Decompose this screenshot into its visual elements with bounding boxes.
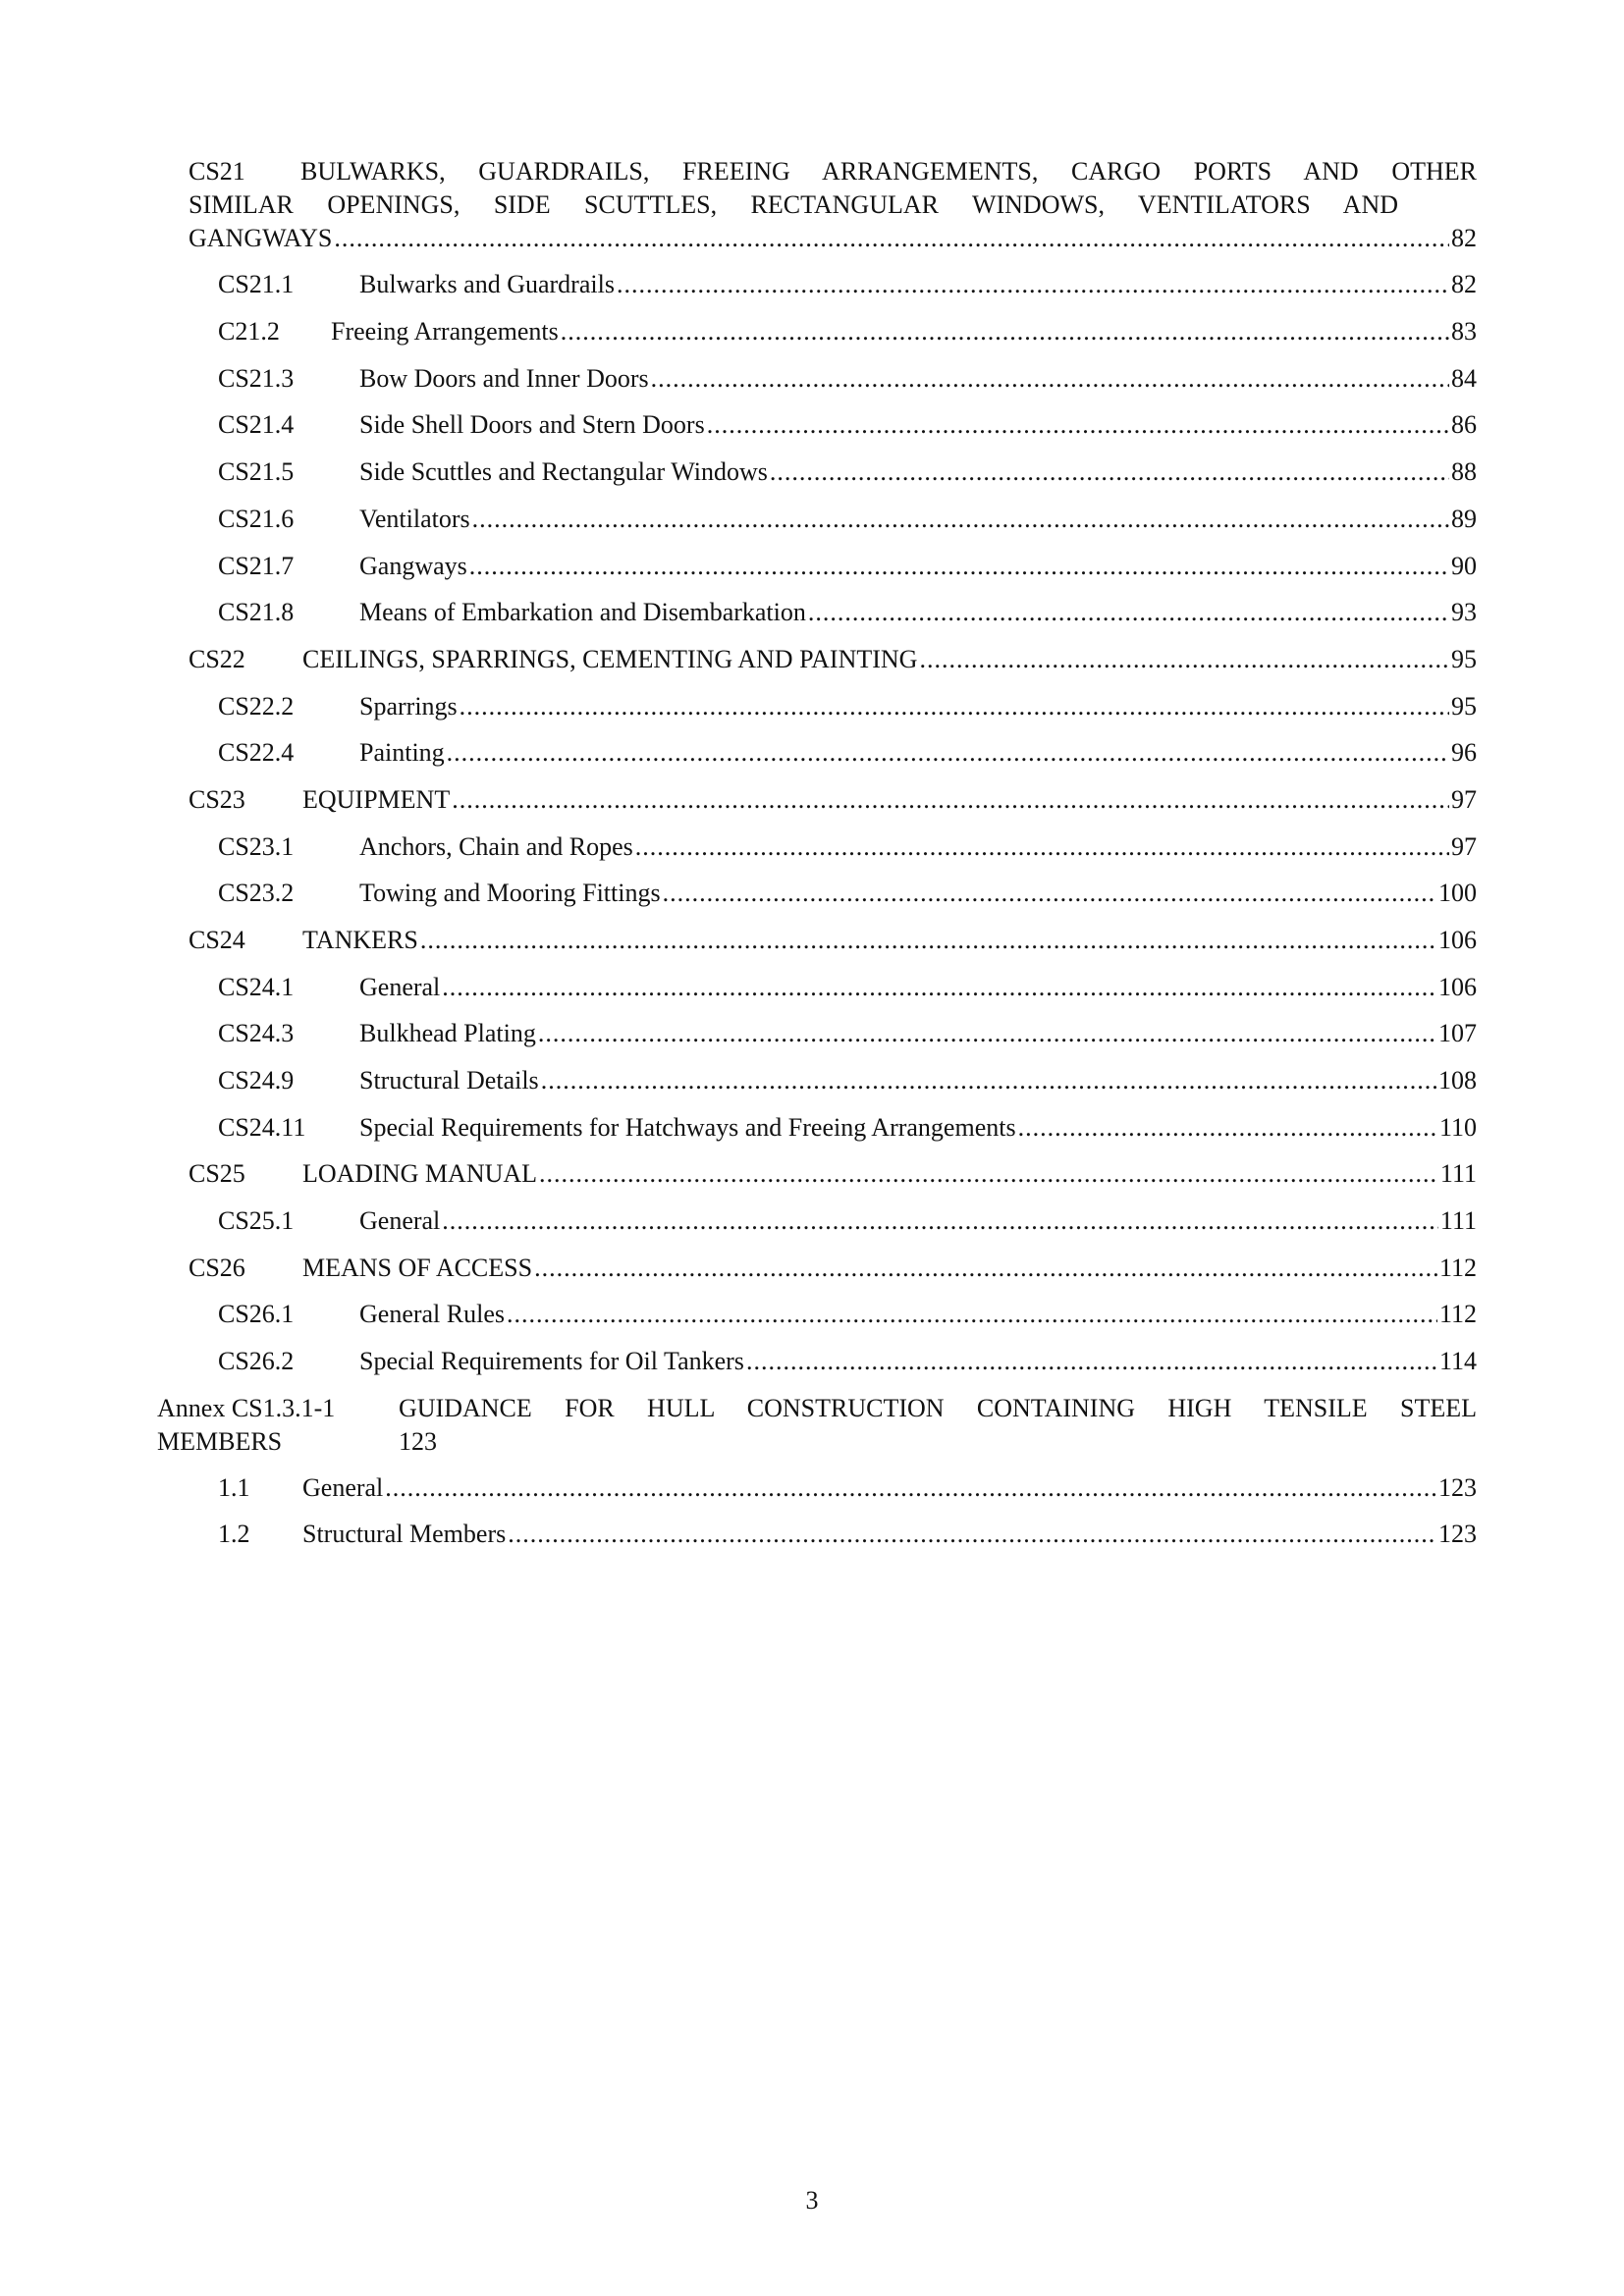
toc-entry-number: CS23 bbox=[189, 785, 245, 814]
toc-entry-title: Painting bbox=[359, 738, 445, 767]
toc-entry-number: CS21.4 bbox=[218, 410, 295, 439]
toc-page-number: 123 bbox=[1438, 1473, 1477, 1502]
toc-entry-number: CS21.1 bbox=[218, 270, 295, 298]
dot-leader bbox=[651, 362, 1449, 396]
toc-entry-number: CS23.1 bbox=[218, 832, 295, 861]
toc-entry-number: CS21.6 bbox=[218, 505, 295, 533]
toc-entry-number: 1.1 bbox=[218, 1473, 250, 1502]
toc-leader-line bbox=[359, 1064, 1477, 1097]
dot-leader bbox=[770, 455, 1449, 489]
dot-leader bbox=[447, 736, 1449, 770]
toc-entry-title: Towing and Mooring Fittings bbox=[359, 879, 661, 907]
toc-entry-title: MEANS OF ACCESS bbox=[302, 1254, 533, 1282]
toc-entry-title: Gangways bbox=[359, 552, 467, 580]
toc-entry-title-line2: SIMILAR OPENINGS, SIDE SCUTTLES, RECTANGULAR WINDOWS, VENTILATORS AND bbox=[189, 190, 1398, 219]
toc-page-number: 100 bbox=[1438, 879, 1477, 907]
toc-leader-line bbox=[359, 690, 1477, 723]
dot-leader bbox=[534, 1252, 1437, 1285]
dot-leader bbox=[508, 1518, 1436, 1551]
toc-page-number: 83 bbox=[1451, 317, 1477, 346]
toc-entry-number: CS23.2 bbox=[218, 879, 295, 907]
dot-leader bbox=[538, 1017, 1436, 1050]
toc-entry-number: 1.2 bbox=[218, 1520, 250, 1548]
toc-page-number: 84 bbox=[1451, 364, 1477, 393]
toc-leader-line bbox=[359, 503, 1477, 536]
toc-entry-title: Side Shell Doors and Stern Doors bbox=[359, 410, 705, 439]
toc-page-number: 111 bbox=[1439, 1159, 1477, 1188]
toc-entry-number: CS24 bbox=[189, 926, 245, 954]
toc-page-number: 97 bbox=[1451, 832, 1477, 861]
toc-leader-line bbox=[302, 1252, 1477, 1285]
toc-page-number: 123 bbox=[399, 1427, 437, 1456]
toc-entry-title: CEILINGS, SPARRINGS, CEMENTING AND PAINTING bbox=[302, 645, 918, 673]
toc-leader-line bbox=[302, 783, 1477, 817]
toc-leader-line bbox=[359, 736, 1477, 770]
toc-entry-title: Structural Details bbox=[359, 1066, 539, 1095]
toc-page-number: 95 bbox=[1451, 692, 1477, 721]
dot-leader bbox=[334, 222, 1449, 255]
toc-leader-line bbox=[359, 268, 1477, 301]
dot-leader bbox=[617, 268, 1449, 301]
toc-page-number: 82 bbox=[1451, 270, 1477, 298]
toc-page-number: 96 bbox=[1451, 738, 1477, 767]
toc-entry-title: Structural Members bbox=[302, 1520, 507, 1548]
toc-entry-number: CS25.1 bbox=[218, 1206, 295, 1235]
dot-leader bbox=[561, 315, 1449, 348]
toc-leader-line bbox=[359, 550, 1477, 583]
toc-entry-title-line1: BULWARKS, GUARDRAILS, FREEING ARRANGEMENTS, CARGO PORTS AND OTHER bbox=[300, 157, 1477, 186]
dot-leader bbox=[452, 783, 1449, 817]
dot-leader bbox=[539, 1157, 1438, 1191]
toc-entry-number: C21.2 bbox=[218, 317, 280, 346]
toc-entry-title: General Rules bbox=[359, 1300, 506, 1328]
toc-leader-line bbox=[359, 455, 1477, 489]
dot-leader bbox=[420, 924, 1436, 957]
toc-entry-title: General bbox=[359, 1206, 441, 1235]
toc-entry-number: CS24.11 bbox=[218, 1113, 306, 1142]
dot-leader bbox=[442, 971, 1436, 1004]
toc-entry-number: CS21.5 bbox=[218, 457, 295, 486]
toc-entry-title: Special Requirements for Hatchways and Freeing Arrangements bbox=[359, 1113, 1016, 1142]
toc-page-number: 106 bbox=[1438, 926, 1477, 954]
dot-leader bbox=[663, 877, 1436, 910]
toc-page-number: 111 bbox=[1439, 1206, 1477, 1235]
toc-entry-title: General bbox=[302, 1473, 384, 1502]
toc-entry-title: Freeing Arrangements bbox=[331, 317, 559, 346]
toc-page-number: 89 bbox=[1451, 505, 1477, 533]
toc-leader-line bbox=[359, 1017, 1477, 1050]
toc-leader-line bbox=[302, 1518, 1477, 1551]
toc-entry-number: CS21.3 bbox=[218, 364, 295, 393]
dot-leader bbox=[919, 643, 1449, 676]
toc-entry-title: Sparrings bbox=[359, 692, 458, 721]
dot-leader bbox=[808, 596, 1449, 629]
toc-entry-title: General bbox=[359, 973, 441, 1001]
toc-page-number: 97 bbox=[1451, 785, 1477, 814]
toc-entry-title: Ventilators bbox=[359, 505, 470, 533]
toc-leader-line bbox=[331, 315, 1477, 348]
toc-entry-title: Bulwarks and Guardrails bbox=[359, 270, 615, 298]
toc-entry-number: CS25 bbox=[189, 1159, 245, 1188]
toc-leader-line bbox=[359, 971, 1477, 1004]
toc-page-number: 112 bbox=[1438, 1300, 1477, 1328]
toc-page-number: 95 bbox=[1451, 645, 1477, 673]
dot-leader bbox=[460, 690, 1449, 723]
toc-entry-title: Side Scuttles and Rectangular Windows bbox=[359, 457, 768, 486]
toc-entry-title: Bulkhead Plating bbox=[359, 1019, 536, 1047]
dot-leader bbox=[507, 1298, 1437, 1331]
toc-entry-number: CS24.9 bbox=[218, 1066, 295, 1095]
page-number: 3 bbox=[805, 2186, 819, 2215]
toc-entry-title-line3: GANGWAYS bbox=[189, 224, 333, 252]
toc-page-number: 112 bbox=[1438, 1254, 1477, 1282]
toc-entry-title: EQUIPMENT bbox=[302, 785, 451, 814]
dot-leader bbox=[442, 1204, 1438, 1238]
toc-leader-line bbox=[189, 222, 1477, 255]
toc-leader-line bbox=[359, 1204, 1477, 1238]
toc-entry-title: Means of Embarkation and Disembarkation bbox=[359, 598, 806, 626]
toc-entry-number: CS26.2 bbox=[218, 1347, 295, 1375]
toc-entry-number: CS22 bbox=[189, 645, 245, 673]
toc-entry-number: CS21.7 bbox=[218, 552, 295, 580]
toc-entry-title-line1: GUIDANCE FOR HULL CONSTRUCTION CONTAINING HIGH TENSILE STEEL bbox=[399, 1394, 1477, 1422]
toc-page-number: 93 bbox=[1451, 598, 1477, 626]
toc-leader-line bbox=[302, 1157, 1477, 1191]
toc-entry-number: CS26.1 bbox=[218, 1300, 295, 1328]
dot-leader bbox=[635, 830, 1449, 864]
dot-leader bbox=[385, 1471, 1436, 1505]
toc-page-number: 108 bbox=[1438, 1066, 1477, 1095]
toc-page-number: 114 bbox=[1438, 1347, 1477, 1375]
toc-leader-line bbox=[359, 830, 1477, 864]
dot-leader bbox=[746, 1345, 1437, 1378]
toc-leader-line bbox=[359, 1111, 1477, 1145]
toc-entry-title: Anchors, Chain and Ropes bbox=[359, 832, 633, 861]
toc-entry-number: CS22.2 bbox=[218, 692, 295, 721]
dot-leader bbox=[1018, 1111, 1437, 1145]
toc-entry-number: CS24.1 bbox=[218, 973, 295, 1001]
toc-entry-title: TANKERS bbox=[302, 926, 418, 954]
toc-page-number: 110 bbox=[1438, 1113, 1477, 1142]
toc-page-number: 106 bbox=[1438, 973, 1477, 1001]
toc-leader-line bbox=[359, 1345, 1477, 1378]
dot-leader bbox=[541, 1064, 1436, 1097]
toc-entry-number: CS26 bbox=[189, 1254, 245, 1282]
toc-page-number: 86 bbox=[1451, 410, 1477, 439]
toc-page-number: 88 bbox=[1451, 457, 1477, 486]
toc-entry-title: Special Requirements for Oil Tankers bbox=[359, 1347, 744, 1375]
toc-leader-line bbox=[302, 643, 1477, 676]
toc-entry-number: Annex CS1.3.1-1 bbox=[157, 1394, 336, 1422]
toc-leader-line bbox=[359, 408, 1477, 442]
toc-entry-title: LOADING MANUAL bbox=[302, 1159, 538, 1188]
toc-entry-number: CS22.4 bbox=[218, 738, 295, 767]
toc-entry-number: CS21.8 bbox=[218, 598, 295, 626]
toc-entry-number: CS21 bbox=[189, 157, 245, 186]
toc-leader-line bbox=[359, 596, 1477, 629]
dot-leader bbox=[469, 550, 1449, 583]
toc-leader-line bbox=[302, 924, 1477, 957]
toc-page-number: 82 bbox=[1451, 224, 1477, 252]
toc-page-number: 107 bbox=[1438, 1019, 1477, 1047]
dot-leader bbox=[707, 408, 1449, 442]
dot-leader bbox=[472, 503, 1449, 536]
toc-leader-line bbox=[359, 362, 1477, 396]
toc-leader-line bbox=[302, 1471, 1477, 1505]
toc-page-number: 123 bbox=[1438, 1520, 1477, 1548]
toc-entry-title: Bow Doors and Inner Doors bbox=[359, 364, 649, 393]
toc-entry-number: CS24.3 bbox=[218, 1019, 295, 1047]
toc-leader-line bbox=[359, 877, 1477, 910]
toc-leader-line bbox=[359, 1298, 1477, 1331]
toc-page-number: 90 bbox=[1451, 552, 1477, 580]
toc-entry-title-line2: MEMBERS bbox=[157, 1427, 283, 1456]
